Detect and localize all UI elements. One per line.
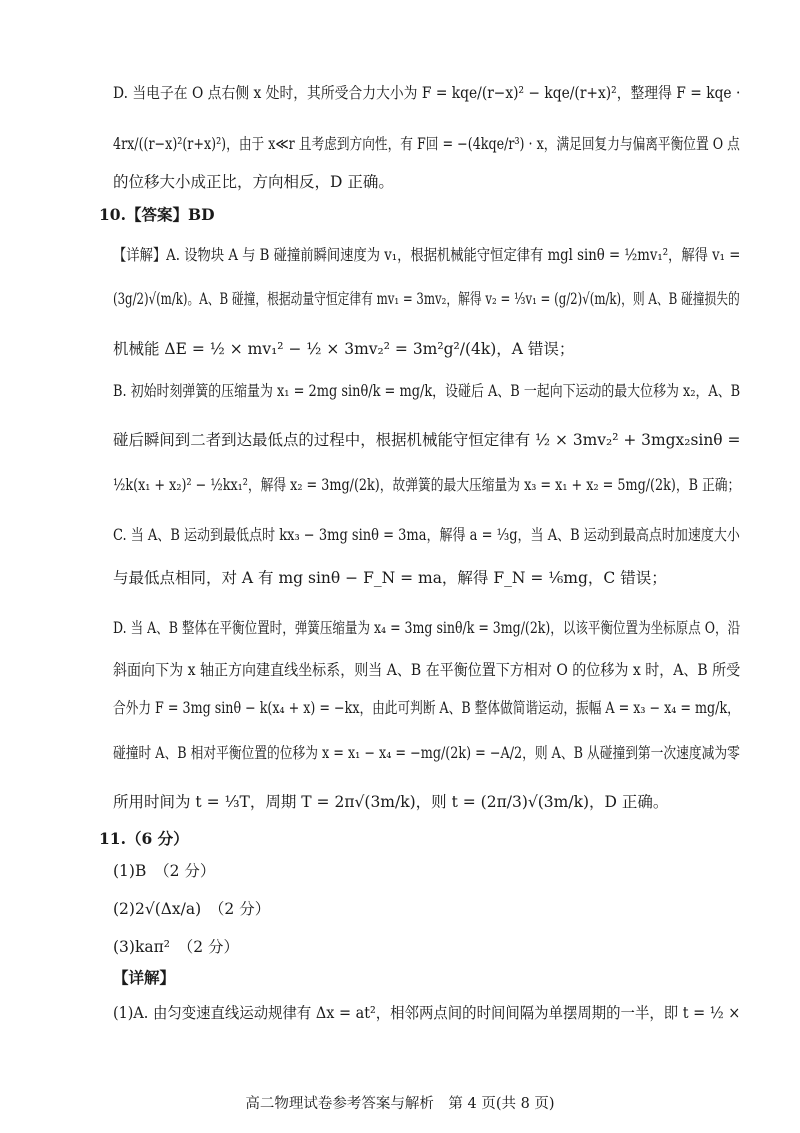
text-line: ½k(x₁ + x₂)² − ½kx₁²，解得 x₂ = 3mg/(2k)，故弹簧的最大压缩量为 x₃ = x₁ + x₂ = 5mg/(2k)，B 正确；: [113, 476, 741, 494]
text-line: 合外力 F = 3mg sinθ − k(x₄ + x) = −kx，由此可判断 A、B 整体做简谐运动，振幅 A = x₃ − x₄ = mg/k，: [113, 699, 740, 717]
text-line: 与最低点相同，对 A 有 mg sinθ − F_N = ma，解得 F_N = ⅙mg，C 错误；: [113, 569, 667, 587]
text-line: 机械能 ΔE = ½ × mv₁² − ½ × 3mv₂² = 3m²g²/(4k)，A 错误；: [113, 340, 575, 358]
page-footer: 高二物理试卷参考答案与解析 第 4 页(共 8 页): [245, 1096, 555, 1112]
text-line: 4rx/((r−x)²(r+x)²)，由于 x≪r 且考虑到方向性，有 F回 = −(4kqe/r³) · x，满足回复力与偏离平衡位置 O 点: [113, 135, 740, 153]
text-line: D. 当电子在 O 点右侧 x 处时，其所受合力大小为 F = kqe/(r−x)² − kqe/(r+x)²，整理得 F = kqe ·: [113, 84, 741, 102]
text-line: 所用时间为 t = ⅓T，周期 T = 2π√(3m/k)，则 t = (2π/3)√(3m/k)，D 正确。: [113, 793, 669, 811]
answer-line: (2)2√(Δx/a) （2 分）: [113, 900, 271, 918]
text-line: C. 当 A、B 运动到最低点时 kx₃ − 3mg sinθ = 3ma，解得 a = ⅓g，当 A、B 运动到最高点时加速度大小: [113, 526, 740, 544]
section-heading: 【详解】: [113, 968, 176, 987]
answer-line: (1)B （2 分）: [113, 862, 216, 880]
text-line: D. 当 A、B 整体在平衡位置时，弹簧压缩量为 x₄ = 3mg sinθ/k = 3mg/(2k)，以该平衡位置为坐标原点 O，沿: [113, 619, 741, 637]
text-line: (1)A. 由匀变速直线运动规律有 Δx = at²，相邻两点间的时间间隔为单摆周期的一半，即 t = ½ ×: [113, 1004, 741, 1022]
answer-line: (3)kaπ² （2 分）: [113, 938, 240, 956]
text-line: 的位移大小成正比，方向相反，D 正确。: [113, 173, 394, 191]
question-heading: 10.【答案】BD: [99, 205, 215, 224]
question-heading: 11.（6 分）: [99, 829, 189, 848]
text-line: B. 初始时刻弹簧的压缩量为 x₁ = 2mg sinθ/k = mg/k，设碰后 A、B 一起向下运动的最大位移为 x₂，A、B: [113, 382, 741, 400]
text-line: 碰撞时 A、B 相对平衡位置的位移为 x = x₁ − x₄ = −mg/(2k) = −A/2，则 A、B 从碰撞到第一次速度减为零: [113, 744, 740, 762]
text-line: 碰后瞬间到二者到达最低点的过程中，根据机械能守恒定律有 ½ × 3mv₂² + 3mgx₂sinθ =: [113, 431, 741, 449]
text-line: 【详解】A. 设物块 A 与 B 碰撞前瞬间速度为 v₁，根据机械能守恒定律有 mgl sinθ = ½mv₁²，解得 v₁ =: [113, 246, 741, 264]
text-line: 斜面向下为 x 轴正方向建直线坐标系，则当 A、B 在平衡位置下方相对 O 的位移为 x 时，A、B 所受: [113, 661, 741, 679]
text-line: (3g/2)√(m/k)。A、B 碰撞，根据动量守恒定律有 mv₁ = 3mv₂，解得 v₂ = ⅓v₁ = (g/2)√(m/k)，则 A、B 碰撞损失的: [113, 290, 740, 308]
